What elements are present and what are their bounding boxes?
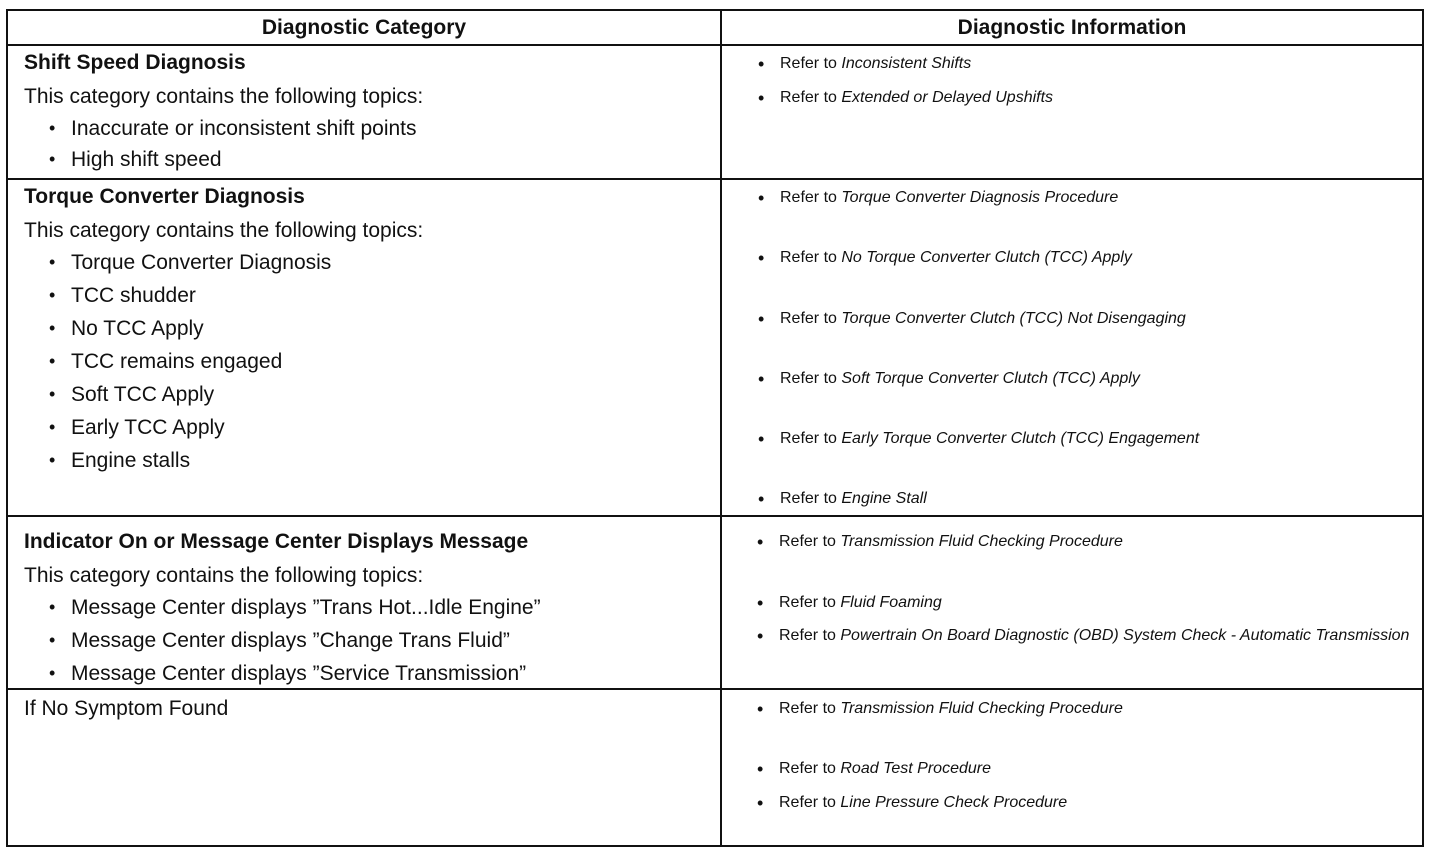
topic-item: • TCC remains engaged [24,345,704,378]
reference-topic: Transmission Fluid Checking Procedure [840,700,1123,717]
reference-item: • Refer to Inconsistent Shifts [758,54,972,74]
row-indicator-category [24,527,714,690]
header-divider [8,44,1422,46]
reference-item: • Refer to Powertrain On Board Diagnostic (OBD) System Check - Automatic Transmission [757,626,1410,646]
reference-topic: Inconsistent Shifts [841,55,972,72]
reference-item: • Refer to Torque Converter Clutch (TCC) Not Disengaging [758,309,1186,329]
row-no-symptom-category [24,694,704,724]
row-shift-speed-category [24,48,704,176]
reference-topic: Line Pressure Check Procedure [840,794,1068,811]
reference-item: • Refer to Torque Converter Diagnosis Procedure [758,188,1119,208]
reference-topic: Transmission Fluid Checking Procedure [840,533,1123,550]
topic-item: • Torque Converter Diagnosis [24,246,704,279]
diagnostic-table [6,9,1424,847]
category-title: Shift Speed Diagnosis [24,51,246,74]
category-title: If No Symptom Found [24,697,229,720]
topic-item: • Message Center displays ”Trans Hot...Idle Engine” [24,591,714,624]
reference-topic: Torque Converter Clutch (TCC) Not Disengaging [841,310,1186,327]
topic-item: • Message Center displays ”Change Trans Fluid” [24,624,714,657]
topic-list [24,246,704,477]
column-divider [720,11,722,845]
reference-topic: Extended or Delayed Upshifts [841,89,1054,106]
category-title: Indicator On or Message Center Displays Message [24,530,529,553]
reference-item: • Refer to Engine Stall [758,489,927,509]
reference-item: • Refer to No Torque Converter Clutch (TCC) Apply [758,248,1132,268]
topic-item: • Soft TCC Apply [24,378,704,411]
header-diagnostic-category: Diagnostic Category [261,16,467,39]
topic-list [24,112,704,176]
topic-item: • No TCC Apply [24,312,704,345]
category-intro: This category contains the following topics: [24,85,424,108]
header-diagnostic-information: Diagnostic Information [957,16,1187,39]
row-torque-converter-category [24,182,704,477]
topic-item: • Message Center displays ”Service Transmission” [24,657,714,690]
row-divider [8,515,1422,517]
topic-item: • TCC shudder [24,279,704,312]
reference-topic: Fluid Foaming [840,594,942,611]
reference-topic: Early Torque Converter Clutch (TCC) Engagement [841,430,1200,447]
reference-topic: No Torque Converter Clutch (TCC) Apply [841,249,1132,266]
reference-item: • Refer to Transmission Fluid Checking Procedure [757,699,1123,719]
reference-item: • Refer to Transmission Fluid Checking Procedure [757,532,1123,552]
reference-topic: Road Test Procedure [840,760,991,777]
reference-item: • Refer to Extended or Delayed Upshifts [758,88,1054,108]
category-intro: This category contains the following topics: [24,219,424,242]
reference-item: • Refer to Early Torque Converter Clutch (TCC) Engagement [758,429,1200,449]
row-divider [8,178,1422,180]
reference-topic: Torque Converter Diagnosis Procedure [841,189,1119,206]
reference-item: • Refer to Soft Torque Converter Clutch (TCC) Apply [758,369,1140,389]
topic-list [24,591,714,690]
reference-item: • Refer to Line Pressure Check Procedure [757,793,1068,813]
category-intro: This category contains the following topics: [24,564,424,587]
reference-topic: Powertrain On Board Diagnostic (OBD) System Check - Automatic Transmission [840,627,1410,644]
reference-item: • Refer to Road Test Procedure [757,759,991,779]
category-title: Torque Converter Diagnosis [24,185,305,208]
topic-item: • Engine stalls [24,444,704,477]
topic-item: • High shift speed [24,143,704,176]
reference-topic: Engine Stall [841,490,927,507]
topic-item: • Early TCC Apply [24,411,704,444]
topic-item: • Inaccurate or inconsistent shift points [24,112,704,145]
reference-item: • Refer to Fluid Foaming [757,593,942,613]
reference-topic: Soft Torque Converter Clutch (TCC) Apply [841,370,1140,387]
